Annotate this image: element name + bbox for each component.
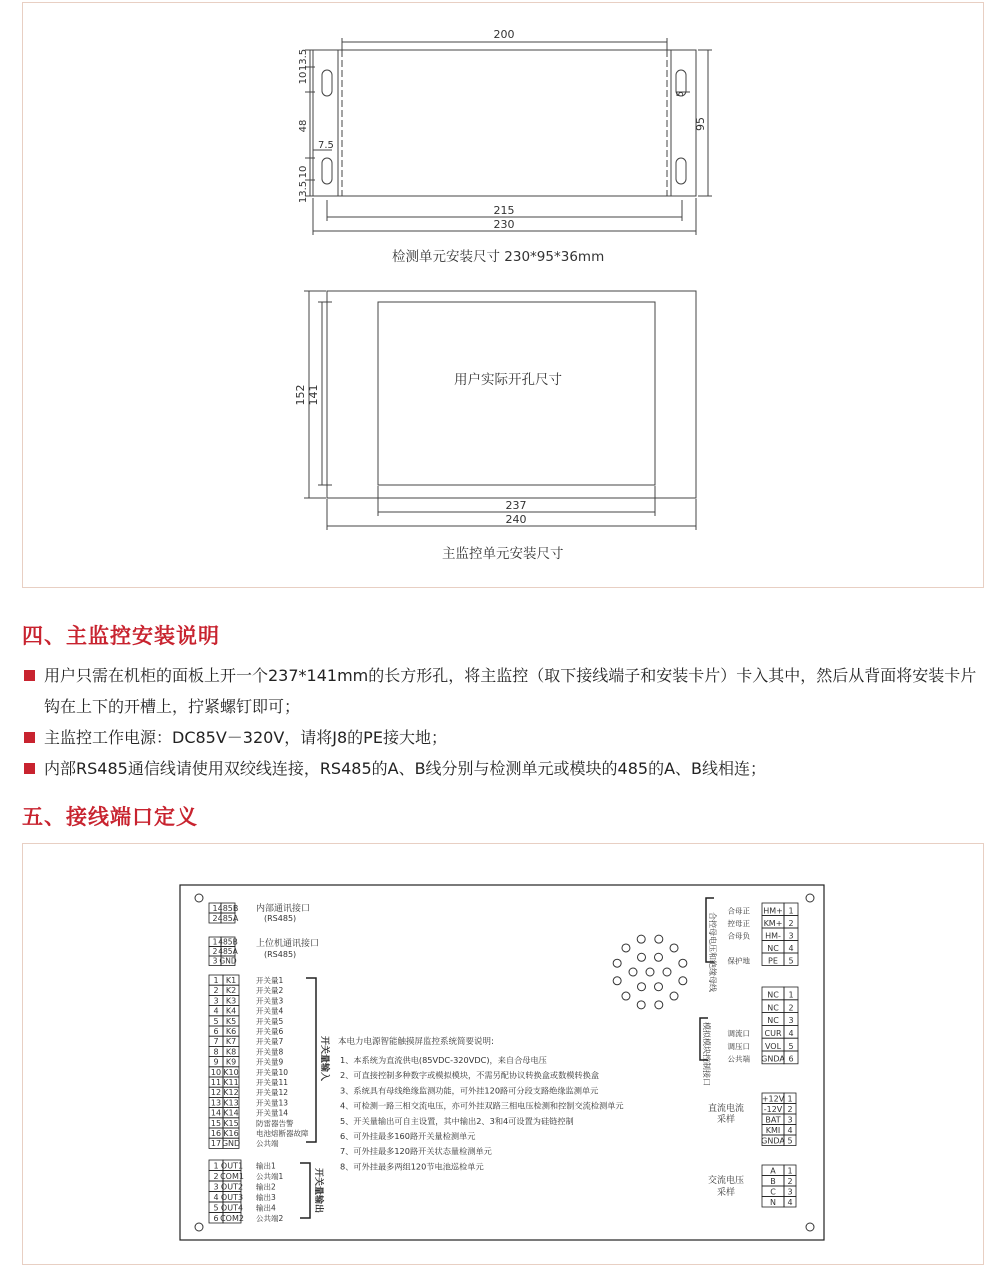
pin-desc: 保护地 (727, 956, 750, 966)
speaker-hole (629, 968, 637, 976)
pin-cell-text: K1 (225, 976, 237, 985)
dim-5: 5 (676, 91, 686, 97)
dim-141: 141 (307, 384, 320, 406)
pin-desc: 调压口 (727, 1041, 750, 1051)
switch-input-block-pin (209, 1067, 288, 1077)
dc-sample-label1: 直流电流 (708, 1104, 745, 1114)
speaker-hole (613, 959, 621, 967)
switch-input-block-pin (209, 995, 283, 1005)
pin-cell-text: K3 (225, 996, 237, 1006)
pin-cell-text: 12 (210, 1088, 222, 1098)
dc-sample-block-pin (762, 1125, 796, 1136)
pin-cell-text: OUT3 (220, 1192, 244, 1202)
host-comm-block-pin (209, 956, 237, 966)
mount-hole (806, 1223, 814, 1231)
pin-cell-text: K16 (223, 1129, 239, 1138)
pin-cell-text: NC (767, 1016, 779, 1026)
pin-cell-text: K6 (225, 1027, 237, 1036)
internal-comm-sub: (RS485) (264, 914, 297, 923)
pin-cell-text: 1 (787, 1094, 793, 1104)
pin-cell-text: 485B (217, 903, 239, 913)
module-block-pin (762, 987, 798, 1000)
switch-input-block-pin (209, 1108, 288, 1118)
pin-desc: 输出1 (256, 1161, 276, 1171)
pin-cell-text: 4 (788, 943, 794, 953)
dim-237: 237 (505, 499, 527, 512)
description-title: 本电力电源智能触摸屏监控系统简要说明: (338, 1037, 494, 1047)
pin-cell-text: K5 (225, 1016, 237, 1026)
pin-cell-text: 3 (788, 931, 794, 941)
pin-cell-text: 5 (788, 956, 794, 966)
ac-sample-label2: 采样 (717, 1188, 736, 1198)
switch-input-group-label: 开关量输入 (319, 1036, 329, 1082)
pin-cell-text: 5 (787, 1136, 793, 1146)
ac-sample-block-pin (762, 1165, 796, 1176)
pin-cell-text: 2 (788, 918, 794, 928)
dim-48: 48 (298, 119, 309, 133)
dc-sample-block-pin (762, 1093, 796, 1104)
pin-cell-text: 1 (213, 976, 219, 985)
pin-cell-text: GNDA (761, 1054, 785, 1064)
switch-input-block-pin (209, 1097, 288, 1107)
section5-title: 五、接线端口定义 (22, 805, 198, 829)
pin-cell-text: 1 (212, 937, 218, 947)
pin-cell-text: 2 (212, 946, 218, 956)
pin-cell-text: GNDA (761, 1136, 785, 1146)
pin-cell-text: 4 (787, 1125, 793, 1135)
host-comm-block-pin (209, 937, 238, 947)
switch-input-block-pin (209, 975, 283, 985)
pin-desc: 公共端1 (256, 1171, 284, 1181)
pin-desc: 开关量10 (256, 1067, 289, 1077)
description-item: 7、可外挂最多120路开关状态量检测单元 (340, 1146, 492, 1157)
dim-230: 230 (493, 218, 515, 231)
speaker-hole (670, 944, 678, 952)
module-vlabel: 模拟模块控制接口 (702, 1022, 711, 1086)
pin-cell-text: 3 (787, 1115, 793, 1125)
pin-desc: 合母负 (727, 931, 750, 941)
pin-cell-text: K7 (225, 1037, 237, 1047)
switch-input-block-pin (209, 1026, 283, 1036)
pin-cell-text: 2 (787, 1176, 793, 1186)
switch-output-block-pin (209, 1181, 276, 1192)
bus-block-pin (728, 903, 799, 916)
pin-cell-text: NC (767, 943, 779, 953)
dim-215: 215 (493, 204, 515, 217)
speaker-grille (613, 935, 687, 1009)
pin-cell-text: GND (221, 1139, 241, 1149)
speaker-hole (655, 953, 663, 961)
switch-input-block-pin (209, 1138, 279, 1148)
pin-cell-text: COM1 (220, 1171, 244, 1181)
pin-desc: 开关量2 (256, 986, 284, 996)
pin-cell-text: 10 (210, 1067, 222, 1077)
description-item: 4、可检测一路三相交流电压，亦可外挂双路三相电压检测和控制交流检测单元 (340, 1100, 624, 1111)
host-comm-sub: (RS485) (264, 950, 297, 959)
pin-cell-text: 1 (787, 1166, 793, 1176)
speaker-hole (637, 935, 645, 943)
pin-cell-text: 2 (787, 1104, 793, 1114)
module-block-pin (762, 1013, 798, 1026)
dim-240: 240 (505, 513, 527, 526)
pin-desc: 电池熔断器故障 (256, 1129, 309, 1138)
mount-hole (195, 1223, 203, 1231)
pin-cell-text: 2 (788, 1003, 794, 1013)
pin-desc: 开关量14 (256, 1108, 289, 1118)
pin-cell-text: CUR (764, 1029, 782, 1038)
host-comm-block (209, 937, 239, 966)
speaker-hole (655, 935, 663, 943)
pin-cell-text: 485B (218, 937, 238, 947)
pin-cell-text: 2 (213, 1171, 219, 1181)
switch-output-block (209, 1160, 283, 1223)
section4-title: 四、主监控安装说明 (22, 624, 220, 648)
pin-cell-text: K14 (223, 1108, 239, 1118)
pin-cell-text: 17 (210, 1139, 222, 1149)
pin-cell-text: KM+ (763, 918, 783, 928)
pin-desc: 输出2 (256, 1182, 276, 1192)
speaker-hole (679, 977, 687, 985)
pin-desc: 开关量13 (256, 1098, 289, 1108)
pin-desc: 合母正 (727, 906, 750, 916)
dc-sample-block-pin (761, 1135, 796, 1146)
switch-input-block-pin (209, 1046, 283, 1056)
pin-cell-text: OUT1 (220, 1161, 244, 1171)
pin-desc: 公共端 (256, 1139, 279, 1149)
pin-cell-text: 5 (213, 1203, 219, 1213)
pin-cell-text: OUT2 (220, 1182, 244, 1192)
ac-sample-block-pin (762, 1176, 796, 1187)
pin-cell-text: 4 (213, 1192, 219, 1202)
dim-152: 152 (294, 384, 307, 406)
switch-input-block-pin (209, 1077, 288, 1087)
dc-sample-label2: 采样 (717, 1115, 736, 1125)
cutout-label: 用户实际开孔尺寸 (454, 372, 562, 388)
dc-sample-block-pin (762, 1114, 796, 1125)
install-note-text: 主监控工作电源：DC85V－320V，请将J8的PE接大地； (44, 728, 447, 747)
dim-13-5b: 13.5 (298, 180, 309, 204)
pin-cell-text: 5 (788, 1041, 794, 1051)
bus-vlabel: 合控母电压和绝缘母线 (708, 912, 717, 992)
pin-cell-text: 5 (213, 1016, 219, 1026)
pin-cell-text: 1 (212, 903, 218, 913)
bus-block (728, 903, 799, 966)
pin-desc: 开关量12 (256, 1088, 289, 1098)
speaker-hole (622, 992, 630, 1000)
pin-cell-text: KMI (765, 1125, 781, 1135)
module-block-pin (762, 1000, 798, 1013)
pin-desc: 输出4 (256, 1203, 276, 1213)
pin-cell-text: 485A (218, 946, 238, 956)
switch-input-block-pin (209, 1036, 283, 1046)
ac-sample-label1: 交流电压 (708, 1176, 745, 1186)
pin-desc: 开关量4 (256, 1006, 284, 1016)
pin-cell-text: 6 (213, 1027, 219, 1036)
pin-cell-text: 1 (788, 990, 794, 1000)
pin-cell-text: 1 (213, 1161, 219, 1171)
switch-input-block-pin (209, 1128, 309, 1138)
pin-cell-text: K11 (223, 1078, 239, 1087)
description-item: 2、可直接控制多种数字或模拟模块，不需另配协议转换盒或数模转换盒 (340, 1070, 600, 1081)
pin-cell-text: NC (767, 990, 779, 1000)
pin-cell-text: 2 (213, 986, 219, 996)
system-description (338, 1036, 624, 1171)
switch-output-block-pin (209, 1213, 283, 1224)
pin-cell-text: HM+ (763, 906, 783, 916)
pin-cell-text: -12V (763, 1104, 783, 1114)
pin-desc: 控母正 (727, 918, 750, 928)
pin-cell-text: GND (219, 956, 237, 966)
pin-desc: 公共端 (727, 1054, 750, 1064)
switch-input-block (209, 975, 309, 1148)
pin-cell-text: B (770, 1176, 776, 1186)
pin-cell-text: 15 (210, 1118, 222, 1128)
main-unit-caption: 主监控单元安装尺寸 (442, 546, 564, 562)
ac-sample-block (762, 1165, 796, 1207)
pin-cell-text: K2 (225, 986, 237, 996)
internal-comm-block (209, 903, 239, 923)
pin-cell-text: K8 (225, 1047, 237, 1057)
dim-10b: 10 (298, 165, 309, 179)
module-block (728, 987, 799, 1064)
pin-cell-text: 2 (212, 913, 218, 923)
pin-cell-text: NC (767, 1003, 779, 1013)
pin-desc: 开关量3 (256, 996, 284, 1006)
switch-output-block-pin (209, 1202, 276, 1213)
pin-cell-text: 3 (788, 1016, 794, 1026)
pin-desc: 开关量8 (256, 1047, 284, 1057)
dim-13-5: 13.5 (298, 48, 309, 72)
install-note-text: 内部RS485通信线请使用双绞线连接，RS485的A、B线分别与检测单元或模块的485的A、B线相连； (44, 759, 767, 778)
bus-block-pin (762, 941, 798, 954)
switch-output-block-pin (209, 1171, 283, 1182)
pin-desc: 开关量1 (256, 976, 284, 985)
pin-desc: 开关量6 (256, 1027, 284, 1036)
pin-cell-text: N (770, 1197, 776, 1207)
switch-input-block-pin (209, 1006, 283, 1016)
pin-cell-text: COM2 (220, 1213, 244, 1223)
internal-comm-block-pin (209, 903, 238, 913)
pin-cell-text: HM- (765, 931, 781, 941)
pin-desc: 公共端2 (256, 1213, 284, 1223)
internal-comm-title: 内部通讯接口 (256, 904, 311, 914)
pin-cell-text: 3 (213, 1182, 219, 1192)
pin-cell-text: 14 (210, 1108, 222, 1118)
dim-95: 95 (694, 117, 707, 131)
pin-cell-text: 6 (788, 1054, 794, 1064)
speaker-hole (646, 968, 654, 976)
host-comm-block-pin (209, 947, 239, 957)
pin-cell-text: K9 (225, 1057, 237, 1067)
pin-desc: 开关量5 (256, 1016, 284, 1026)
pin-cell-text: 1 (788, 906, 794, 916)
internal-comm-block-pin (209, 913, 239, 923)
pin-cell-text: K15 (223, 1118, 239, 1128)
switch-input-block-pin (209, 1087, 288, 1097)
description-item: 5、开关量输出可自主设置，其中输出2、3和4可设置为硅链控制 (340, 1115, 574, 1126)
speaker-hole (655, 1001, 663, 1009)
speaker-hole (670, 992, 678, 1000)
bus-block-pin (728, 916, 799, 929)
description-item: 3、系统具有母线绝缘监测功能，可外挂120路可分段支路绝缘监测单元 (340, 1085, 599, 1096)
pin-cell-text: 13 (210, 1098, 222, 1108)
pin-cell-text: 4 (213, 1006, 219, 1016)
bus-block-pin (728, 928, 799, 941)
pin-cell-text: 7 (213, 1037, 219, 1047)
pin-cell-text: 3 (212, 956, 218, 966)
dim-200: 200 (493, 28, 515, 41)
switch-output-block-pin (209, 1192, 276, 1203)
pin-cell-text: 6 (213, 1213, 219, 1223)
module-block-pin (728, 1051, 799, 1064)
pin-cell-text: 4 (788, 1029, 794, 1038)
pin-cell-text: 485A (217, 913, 239, 923)
switch-input-block-pin (209, 1016, 283, 1026)
module-block-pin (728, 1025, 799, 1038)
speaker-hole (679, 959, 687, 967)
detect-unit-caption: 检测单元安装尺寸 230*95*36mm (392, 249, 605, 265)
pin-cell-text: +12V (761, 1094, 785, 1104)
pin-cell-text: A (770, 1166, 776, 1176)
pin-desc: 开关量11 (256, 1078, 289, 1087)
speaker-hole (655, 983, 663, 991)
switch-input-block-pin (209, 1057, 283, 1067)
mount-hole (806, 894, 814, 902)
ac-sample-block-pin (762, 1186, 796, 1197)
pin-cell-text: K13 (223, 1098, 239, 1108)
pin-cell-text: PE (768, 956, 778, 966)
pin-cell-text: K12 (223, 1088, 239, 1098)
speaker-hole (663, 968, 671, 976)
pin-desc: 开关量7 (256, 1037, 284, 1047)
switch-input-block-pin (209, 1118, 294, 1128)
ac-sample-block-pin (762, 1197, 796, 1208)
dim-7-5: 7.5 (318, 140, 334, 151)
description-item: 1、本系统为直流供电(85VDC-320VDC)，来自合母电压 (340, 1055, 547, 1065)
bus-block-pin (728, 953, 799, 966)
dc-sample-block (761, 1093, 796, 1146)
pin-cell-text: 9 (213, 1057, 219, 1067)
pin-cell-text: VOL (764, 1041, 782, 1051)
pin-desc: 调流口 (727, 1029, 750, 1038)
pin-cell-text: K10 (223, 1067, 239, 1077)
pin-desc: 防雷器告警 (256, 1118, 294, 1128)
dc-sample-block-pin (762, 1104, 796, 1115)
pin-desc: 开关量9 (256, 1057, 284, 1067)
pin-cell-text: 3 (213, 996, 219, 1006)
speaker-hole (637, 1001, 645, 1009)
pin-cell-text: 3 (787, 1187, 793, 1197)
switch-output-block-pin (209, 1160, 276, 1171)
speaker-hole (638, 983, 646, 991)
switch-input-block-pin (209, 985, 283, 995)
module-block-pin (728, 1038, 799, 1051)
mount-hole (195, 894, 203, 902)
pin-cell-text: BAT (765, 1115, 781, 1125)
pin-cell-text: 11 (210, 1078, 222, 1087)
pin-cell-text: C (770, 1187, 776, 1197)
description-item: 6、可外挂最多160路开关量检测单元 (340, 1131, 476, 1141)
description-item: 8、可外挂最多两组120节电池巡检单元 (340, 1161, 484, 1172)
install-note-text: 用户只需在机柜的面板上开一个237*141mm的长方形孔，将主监控（取下接线端子和安装卡片）卡入其中，然后从背面将安装卡片钩在上下的开槽上，拧紧螺钉即可； (44, 666, 977, 716)
speaker-hole (613, 977, 621, 985)
pin-cell-text: 16 (210, 1129, 222, 1138)
pin-cell-text: K4 (225, 1006, 237, 1016)
switch-output-group-label: 开关量输出 (313, 1168, 323, 1214)
pin-desc: 输出3 (256, 1192, 276, 1202)
pin-cell-text: 4 (787, 1197, 793, 1207)
speaker-hole (622, 944, 630, 952)
pin-cell-text: OUT4 (220, 1203, 244, 1213)
dim-10: 10 (298, 71, 309, 85)
pin-cell-text: 8 (213, 1047, 219, 1057)
speaker-hole (638, 953, 646, 961)
host-comm-title: 上位机通讯接口 (256, 939, 320, 949)
